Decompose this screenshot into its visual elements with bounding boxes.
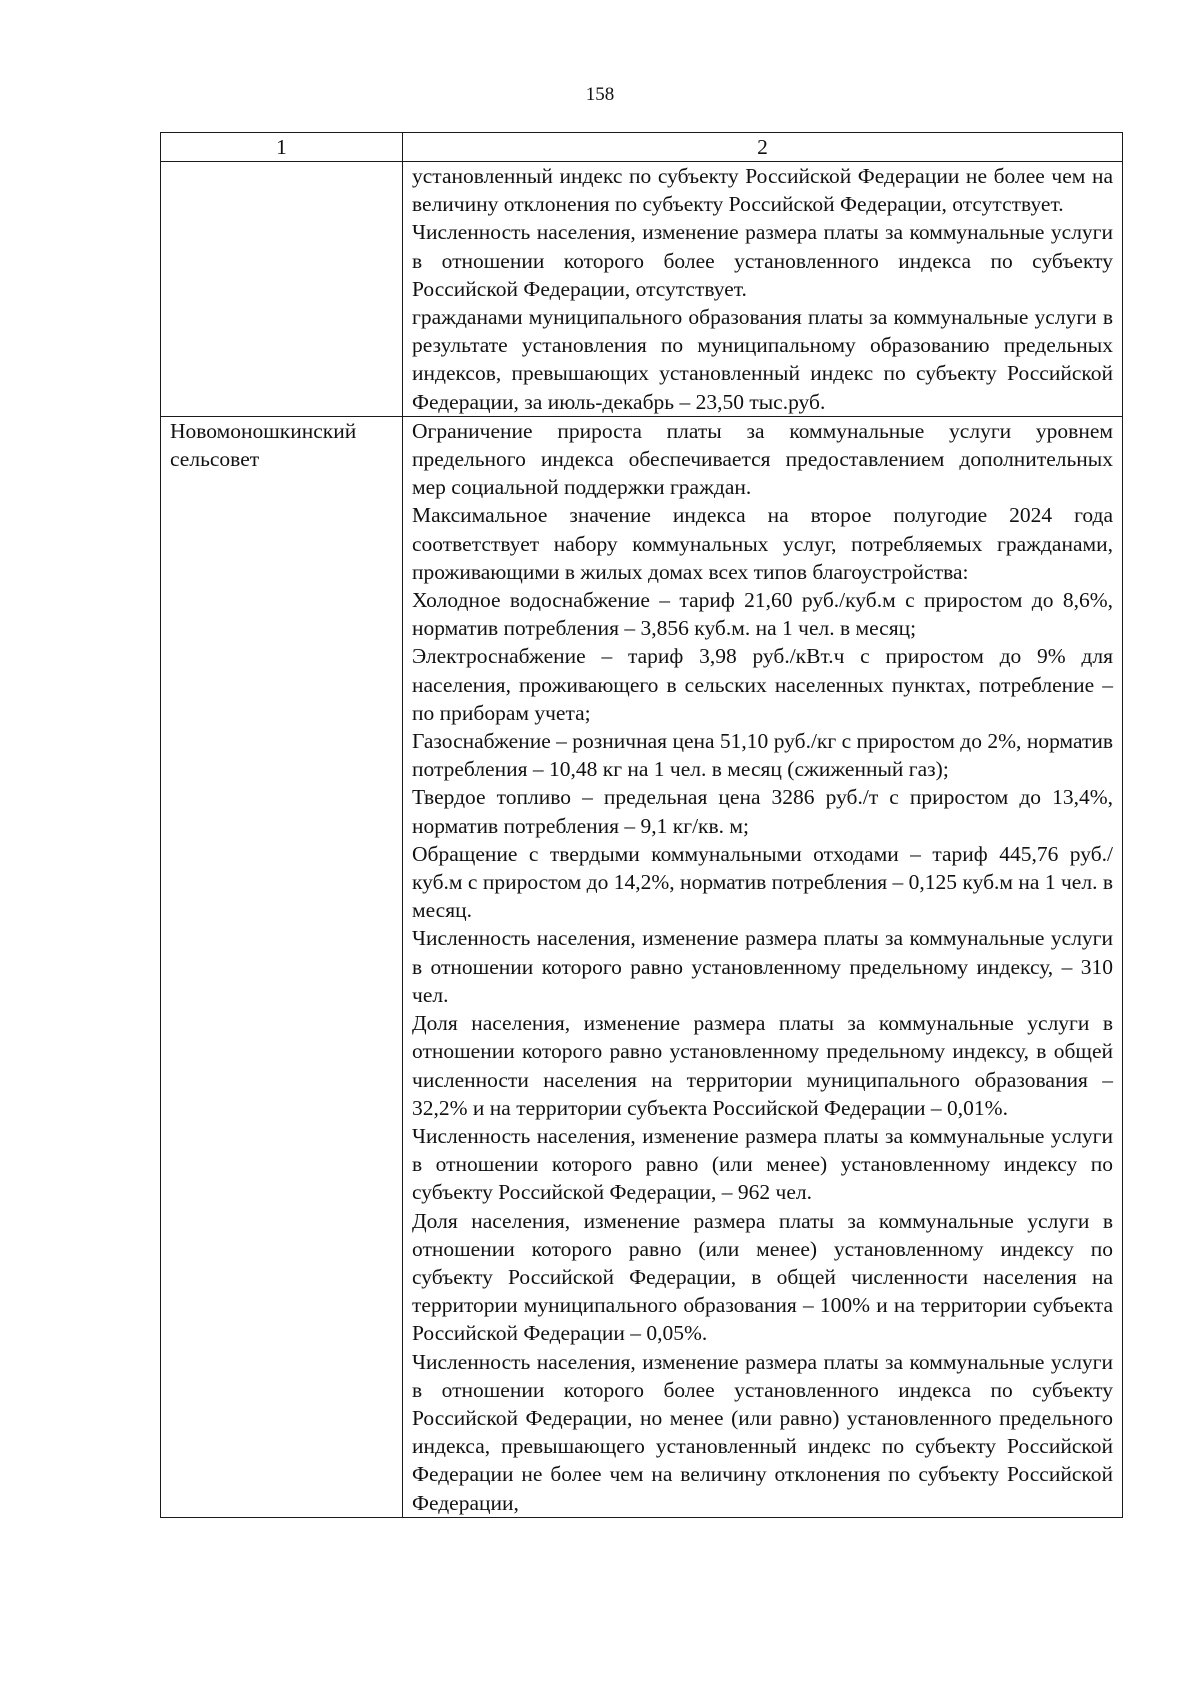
- paragraph: Численность населения, изменение размера платы за коммунальные услуги в отношении которого равно установленному предельному индексу, – 310 чел.: [412, 926, 1113, 1007]
- paragraph: Численность населения, изменение размера платы за коммунальные услуги в отношении которого равно (или менее) установленному индексу по субъекту Российской Федерации, – 962 чел.: [412, 1123, 1113, 1205]
- paragraph: Численность населения, изменение размера платы за коммунальные услуги в отношении которого более установленного индекса по субъекту Российской Федерации, но менее (или равно) установленного предельного индекса, превышающего установленный индекс по субъекту Российской Федерации не более чем на величину отклонения по субъекту Российской Федерации,: [412, 1349, 1113, 1515]
- paragraph: Твердое топливо – предельная цена 3286 руб./т с приростом до 13,4%, норматив потребления – 9,1 кг/кв. м;: [412, 785, 1113, 838]
- paragraph: Газоснабжение – розничная цена 51,10 руб./кг с приростом до 2%, норматив потребления – 10,48 кг на 1 чел. в месяц (сжиженный газ);: [412, 729, 1113, 782]
- column-header-2: 2: [403, 133, 1123, 162]
- table-row: [161, 162, 1123, 417]
- municipality-name-cell: Новомоношкинский сельсовет: [161, 416, 403, 1517]
- paragraph: Максимальное значение индекса на второе полугодие 2024 года соответствует набору коммунальных услуг, потребляемых гражданами, проживающими в жилых домах всех типов благоустройства:: [412, 503, 1113, 584]
- municipality-name-cell: [161, 162, 403, 417]
- paragraph: Доля населения, изменение размера платы за коммунальные услуги в отношении которого равно установленному предельному индексу, в общей численности населения на территории муниципального образования – 32,2% и на территории субъекта Российской Федерации – 0,01%.: [412, 1011, 1113, 1120]
- document-table: [160, 132, 1123, 1518]
- paragraph: Доля населения, изменение размера платы за коммунальные услуги в отношении которого равно (или менее) установленному индексу по субъекту Российской Федерации, в общей численности населения на территории муниципального образования – 100% и на территории субъекта Российской Федерации – 0,05%.: [412, 1208, 1113, 1346]
- page-number: 158: [585, 84, 615, 105]
- paragraph: гражданами муниципального образования платы за коммунальные услуги в результате установления по муниципальному образованию предельных индексов, превышающих установленный индекс по субъекту Российской Федерации, за июль-декабрь – 23,50 тыс.руб.: [412, 305, 1113, 414]
- table-row: [161, 416, 1123, 1517]
- column-header-1: 1: [161, 133, 403, 162]
- paragraph: Холодное водоснабжение – тариф 21,60 руб./куб.м с приростом до 8,6%, норматив потребления – 3,856 куб.м. на 1 чел. в месяц;: [412, 588, 1113, 641]
- paragraph: Ограничение прироста платы за коммунальные услуги уровнем предельного индекса обеспечивается предоставлением дополнительных мер социальной поддержки граждан.: [412, 418, 1113, 500]
- table-header-row: [161, 133, 1123, 162]
- paragraph: Численность населения, изменение размера платы за коммунальные услуги в отношении которого более установленного индекса по субъекту Российской Федерации, отсутствует.: [412, 220, 1113, 301]
- paragraph: Электроснабжение – тариф 3,98 руб./кВт.ч с приростом до 9% для населения, проживающего в сельских населенных пунктах, потребление – по приборам учета;: [412, 644, 1113, 725]
- description-cell: [403, 162, 1123, 417]
- description-cell: [403, 416, 1123, 1517]
- paragraph: установленный индекс по субъекту Российской Федерации не более чем на величину отклонения по субъекту Российской Федерации, отсутствует.: [412, 164, 1113, 217]
- paragraph: Обращение с твердыми коммунальными отходами – тариф 445,76 руб./куб.м с приростом до 14,2%, норматив потребления – 0,125 куб.м на 1 чел. в месяц.: [412, 841, 1113, 923]
